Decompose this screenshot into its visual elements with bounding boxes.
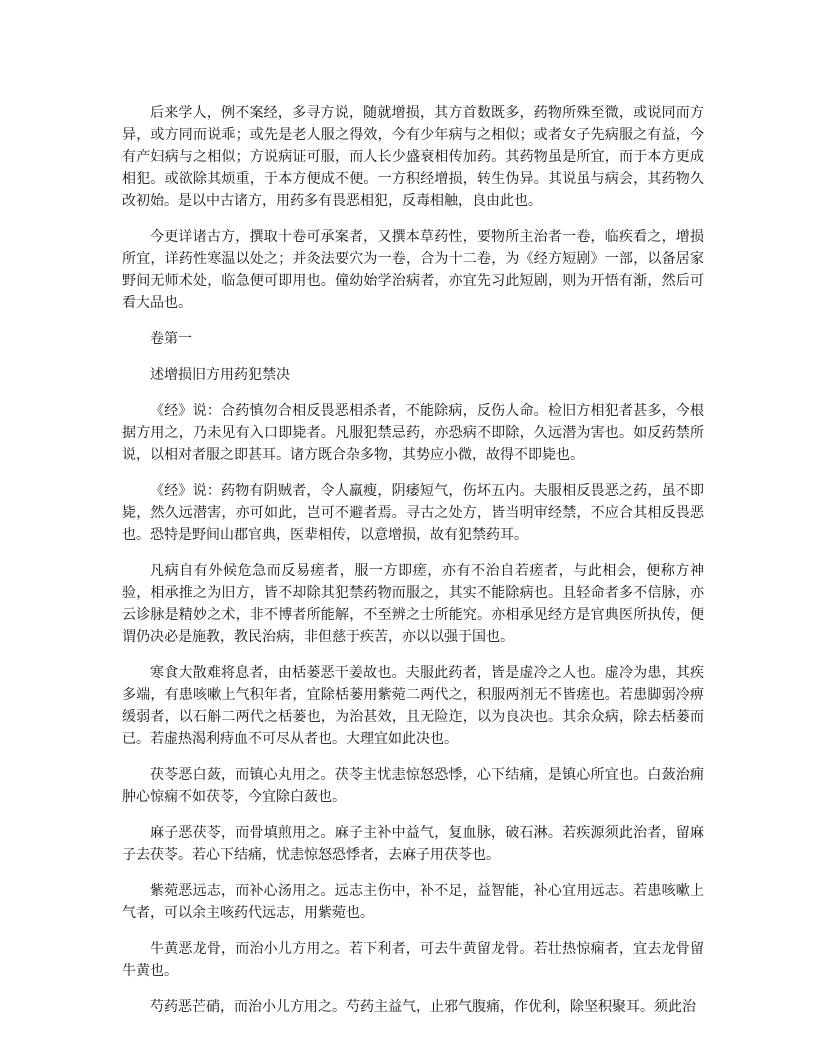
paragraph-ziwan-yuanzhi: 紫菀恶远志，而补心汤用之。远志主伤中，补不足，益智能，补心宜用远志。若患咳嗽上气者，可以余主咳药代远志，用紫菀也。: [122, 883, 704, 921]
paragraph-compilation-note: 今更详诸古方，撰取十卷可承案者，又撰本草药性，要物所主治者一卷，临疾看之，增损所宜，详药性寒温以处之；并灸法要穴为一卷，合为十二卷，为《经方短剧》一部，以备居家野间无师术处，临急便可即用也。僮幼始学治病者，亦宜先习此短剧，则为开悟有渐，然后可看大品也。: [122, 229, 704, 311]
paragraph-diseases-recovery: 凡病自有外候危急而反易瘥者，服一方即瘥，亦有不治自若瘥者，与此相会，便称方神验，相承推之为旧方，皆不却除其犯禁药物而服之，其实不能除病也。且轻命者多不信脉，亦云诊脉是精妙之术，非不博者所能解，不至辨之士所能究。亦相承见经方是官典医所执传，便谓仍决必是施教，教民治病，非但慈于疾苦，亦以以强于国也。: [122, 563, 704, 645]
paragraph-fuling-bailian: 茯苓恶白蔹，而镇心丸用之。茯苓主忧恚惊怒恐悸，心下结痛，是镇心所宜也。白蔹治痈肿心惊痫不如茯苓，今宜除白蔹也。: [122, 767, 704, 805]
paragraph-mazi-fuling: 麻子恶茯苓，而骨填煎用之。麻子主补中益气，复血脉，破石淋。若疾源须此治者，留麻子去茯苓。若心下结痛，忧恚惊怒恐悸者，去麻子用茯苓也。: [122, 825, 704, 863]
paragraph-classic-quote-1: 《经》说：合药慎勿合相反畏恶相杀者，不能除病，反伤人命。检旧方相犯者甚多，今根据方用之，乃未见有入口即毙者。凡服犯禁忌药，亦恐病不即除，久远潜为害也。如反药禁所说，以相对者服之即甚耳。诸方既合杂多物，其势应小微，故得不即毙也。: [122, 403, 704, 463]
paragraph-cold-food-powder: 寒食大散难将息者，由栝蒌恶干姜故也。夫服此药者，皆是虚冷之人也。虚冷为患，其疾多端，有患咳嗽上气积年者，宜除栝蒌用紫菀二两代之，积服两剂无不皆瘥也。若患脚弱冷痹缓弱者，以石斛二两代之栝蒌也，为治甚效，且无险迮，以为良决也。其余众病，除去栝蒌而已。若虚热渴利痔血不可尽从者也。大理宜如此决也。: [122, 665, 704, 747]
paragraph-shaoyao-mangxiao: 芍药恶芒硝，而治小儿方用之。芍药主益气，止邪气腹痛，作优利，除坚积聚耳。须此治: [150, 999, 696, 1015]
document-page: [122, 102, 704, 1018]
volume-heading: 卷第一: [150, 331, 192, 347]
section-heading: 述增损旧方用药犯禁决: [150, 367, 290, 383]
paragraph-classic-quote-2: 《经》说：药物有阴贼者，令人羸瘦，阴痿短气，伤坏五内。夫服相反畏恶之药，虽不即毙，然久远潜害，亦可如此，岂可不避者焉。寻古之处方，皆当明审经禁，不应合其相反畏恶也。恐特是野间山郡官典，医辈相传，以意增损，故有犯禁药耳。: [122, 483, 704, 543]
paragraph-intro-later-scholars: 后来学人，例不案经，多寻方说，随就增损，其方首数既多，药物所殊至微，或说同而方异，或方同而说乖；或先是老人服之得效，今有少年病与之相似；或者女子先病服之有益，今有产妇病与之相似；方说病证可服，而人长少盛衰相传加药。其药物虽是所宜，而于本方更成相犯。或欲除其烦重，于本方便成不便。一方积经增损，转生伪异。其说虽与病会，其药物久改初始。是以中古诸方，用药多有畏恶相犯，反毒相触，良由此也。: [122, 105, 704, 209]
paragraph-niuhuang-longgu: 牛黄恶龙骨，而治小儿方用之。若下利者，可去牛黄留龙骨。若壮热惊痫者，宜去龙骨留牛黄也。: [122, 941, 704, 979]
